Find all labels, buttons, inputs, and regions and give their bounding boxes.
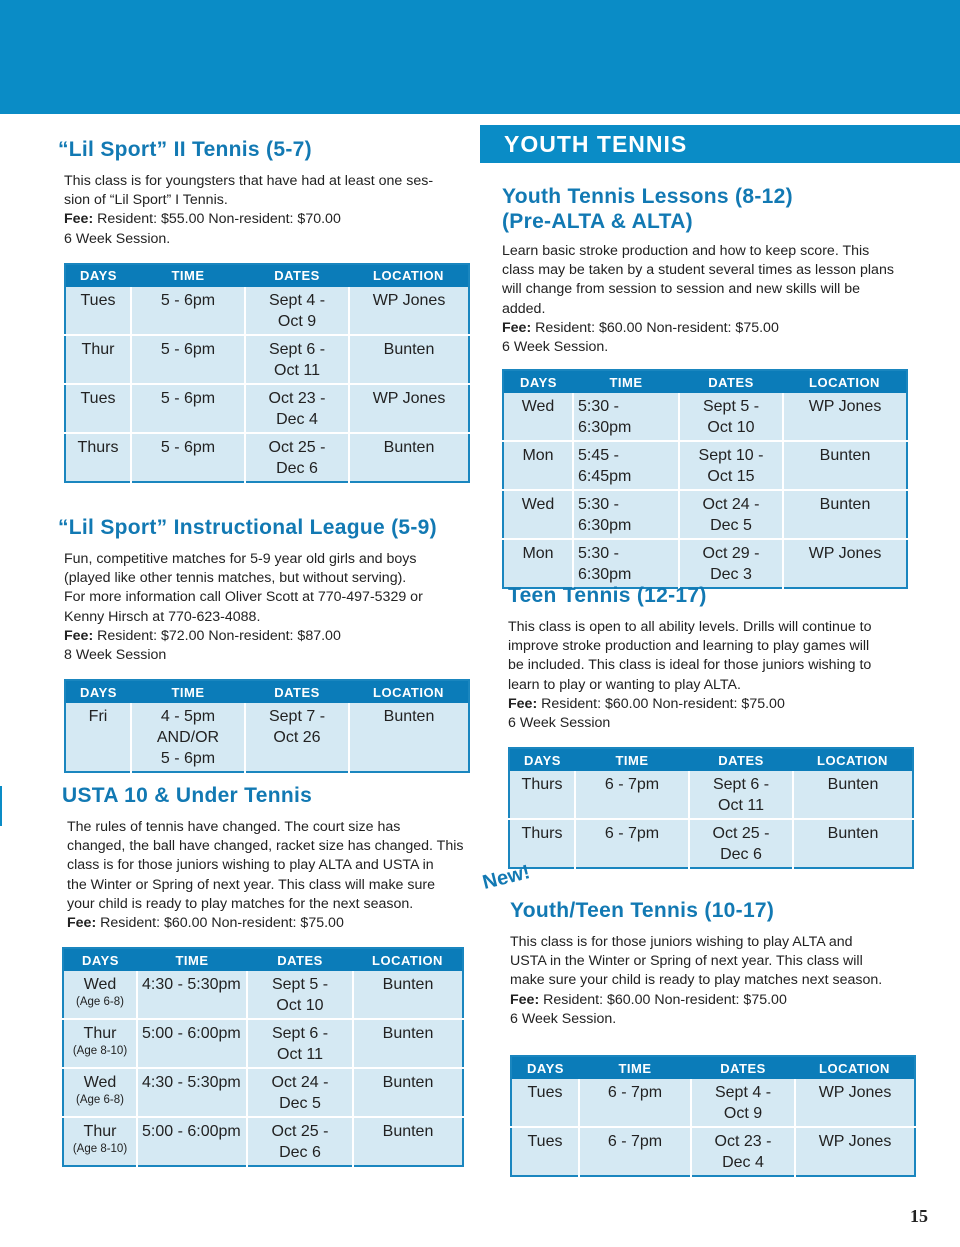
date-line: Oct 25 -	[271, 1123, 329, 1141]
time-cell: 6 - 7pm	[579, 1127, 691, 1176]
time-cell: 4:30 - 5:30pm	[137, 971, 247, 1019]
day-cell	[503, 539, 573, 588]
section-title: “Lil Sport” Instructional League (5-9)	[58, 516, 437, 539]
fee-label: Fee:	[510, 991, 540, 1008]
section-title: Teen Tennis (12-17)	[508, 584, 707, 607]
schedule-table	[62, 947, 464, 1167]
column-header: DATES	[245, 680, 349, 703]
table-row	[511, 1127, 915, 1176]
time-cell: 6 - 7pm	[575, 819, 689, 868]
day-cell	[65, 287, 131, 335]
day-cell	[63, 1019, 137, 1068]
fee-label: Fee:	[67, 915, 97, 932]
day-cell	[63, 1117, 137, 1166]
time-cell: 5 - 6pm	[131, 287, 245, 335]
desc-line: USTA in the Winter or Spring of next year. This class will	[510, 953, 863, 970]
fee-line	[64, 627, 478, 646]
desc-line: added.	[502, 300, 546, 317]
dates-cell	[679, 490, 783, 539]
date-line: Dec 5	[710, 517, 752, 535]
location-cell: WP Jones	[349, 287, 469, 335]
column-header: DATES	[689, 748, 793, 771]
day-cell	[509, 819, 575, 868]
day-cell	[503, 441, 573, 490]
desc-line: This class is for those juniors wishing to play ALTA and	[510, 934, 853, 950]
fee-label: Fee:	[508, 695, 538, 712]
date-line: Oct 11	[277, 1046, 323, 1064]
title-line: (Pre-ALTA & ALTA)	[502, 210, 693, 233]
location-cell: Bunten	[783, 490, 907, 539]
location-cell: WP Jones	[349, 384, 469, 433]
date-line: Oct 23 -	[714, 1133, 772, 1151]
fee-line	[64, 210, 468, 229]
day-cell	[503, 490, 573, 539]
desc-line: your child is ready to play matches for the next season.	[67, 895, 414, 912]
date-line: Sept 6 -	[712, 776, 770, 794]
schedule-table	[510, 1055, 916, 1177]
column-header: TIME	[573, 370, 679, 393]
time-cell: 5:45 - 6:45pm	[573, 441, 679, 490]
location-cell: Bunten	[793, 771, 913, 819]
column-header: TIME	[575, 748, 689, 771]
fee-label: Fee:	[502, 319, 532, 336]
table-header-row	[65, 264, 469, 287]
table-row	[511, 1079, 915, 1127]
table-row	[509, 771, 913, 819]
column-header: LOCATION	[349, 680, 469, 703]
table-header-row	[509, 748, 913, 771]
desc-line: be included. This class is ideal for those juniors wishing to	[508, 657, 872, 674]
top-color-band	[0, 0, 960, 114]
day-text: Mon	[522, 545, 554, 563]
column-header: DATES	[679, 370, 783, 393]
date-line: Dec 4	[722, 1154, 764, 1172]
title-line: Youth Tennis Lessons (8-12)	[502, 185, 793, 208]
column-header: LOCATION	[795, 1056, 915, 1079]
date-line: Oct 23 -	[268, 389, 326, 407]
desc-line: For more information call Oliver Scott at 770-497-5329 or	[64, 589, 423, 606]
time-cell: 5 - 6pm	[131, 335, 245, 384]
date-line: Dec 6	[279, 1144, 321, 1162]
date-line: Sept 7 -	[268, 708, 326, 726]
time-cell: 5 - 6pm	[131, 384, 245, 433]
location-cell: Bunten	[353, 1117, 463, 1166]
location-cell: Bunten	[349, 703, 469, 772]
column-header: LOCATION	[349, 264, 469, 287]
time-cell: 5:00 - 6:00pm	[137, 1117, 247, 1166]
time-cell: 6 - 7pm	[579, 1079, 691, 1127]
location-cell: Bunten	[349, 335, 469, 384]
day-text: Wed	[83, 976, 117, 994]
day-text: Thur	[81, 340, 115, 358]
fee-line	[67, 914, 472, 933]
lil-sport-2-section	[58, 138, 468, 483]
section-description	[508, 618, 928, 733]
day-cell	[63, 1068, 137, 1117]
date-line: Sept 4 -	[268, 291, 326, 309]
day-cell	[65, 384, 131, 433]
day-text: Tues	[527, 1084, 563, 1102]
day-text: Thurs	[77, 438, 119, 456]
fee-text: Resident: $60.00 Non-resident: $75.00	[539, 991, 787, 1008]
table-row	[63, 1019, 463, 1068]
table-header-row	[65, 680, 469, 703]
date-line: Oct 9	[277, 312, 317, 330]
table-row	[65, 287, 469, 335]
session-length: 6 Week Session.	[64, 230, 171, 247]
dates-cell	[245, 287, 349, 335]
desc-line: improve stroke production and learning to play games will	[508, 638, 870, 655]
table-header-row	[503, 370, 907, 393]
date-line: Oct 10	[276, 997, 324, 1015]
date-line: Oct 11	[274, 361, 320, 379]
table-row	[65, 703, 469, 772]
day-text: Thur	[83, 1123, 117, 1141]
schedule-table	[64, 679, 470, 773]
column-header: DAYS	[503, 370, 573, 393]
fee-label: Fee:	[64, 211, 94, 228]
date-line: Sept 10 -	[698, 447, 764, 465]
session-length: 8 Week Session	[64, 647, 167, 664]
location-cell: Bunten	[353, 1019, 463, 1068]
time-cell: 5 - 6pm	[131, 433, 245, 482]
teen-section	[508, 584, 928, 869]
table-row	[63, 1117, 463, 1166]
schedule-table	[502, 369, 908, 589]
table-row	[509, 819, 913, 868]
column-header: TIME	[137, 948, 247, 971]
day-text: Tues	[80, 389, 116, 407]
dates-cell	[679, 393, 783, 441]
section-description	[62, 818, 472, 933]
time-cell: 5:00 - 6:00pm	[137, 1019, 247, 1068]
schedule-table	[64, 263, 470, 483]
section-title: USTA 10 & Under Tennis	[62, 784, 313, 807]
dates-cell	[245, 335, 349, 384]
dates-cell	[689, 771, 793, 819]
table-row	[65, 384, 469, 433]
section-title: “Lil Sport” II Tennis (5-7)	[58, 138, 312, 161]
date-line: Sept 4 -	[714, 1084, 772, 1102]
fee-line	[508, 695, 928, 714]
fee-text: Resident: $60.00 Non-resident: $75.00	[537, 695, 785, 712]
dates-cell	[245, 433, 349, 482]
day-text: Wed	[521, 398, 555, 416]
desc-line: changed, the ball have changed, racket size has changed. This	[67, 838, 464, 855]
dates-cell	[247, 1117, 353, 1166]
time-cell: 5:30 - 6:30pm	[573, 393, 679, 441]
location-cell: WP Jones	[783, 393, 907, 441]
dates-cell	[245, 703, 349, 772]
table-row	[65, 335, 469, 384]
time-cell: 6 - 7pm	[575, 771, 689, 819]
column-header: TIME	[131, 264, 245, 287]
session-length: 6 Week Session	[508, 715, 611, 732]
section-description	[510, 933, 930, 1029]
dates-cell	[691, 1079, 795, 1127]
session-length: 6 Week Session.	[502, 339, 609, 356]
date-line: Sept 6 -	[271, 1025, 329, 1043]
day-text: Tues	[527, 1133, 563, 1151]
column-header: DAYS	[511, 1056, 579, 1079]
dates-cell	[679, 539, 783, 588]
date-line: Dec 6	[276, 459, 318, 477]
time-cell: 5:30 - 6:30pm	[573, 539, 679, 588]
table-row	[503, 539, 907, 588]
date-line: Oct 24 -	[271, 1074, 329, 1092]
day-cell	[509, 771, 575, 819]
table-header-row	[63, 948, 463, 971]
section-description	[58, 172, 468, 249]
table-header-row	[511, 1056, 915, 1079]
day-text: Thur	[83, 1025, 117, 1043]
date-line: Sept 5 -	[702, 398, 760, 416]
column-header: DAYS	[509, 748, 575, 771]
column-header: TIME	[131, 680, 245, 703]
date-line: Sept 5 -	[271, 976, 329, 994]
date-line: Oct 9	[723, 1105, 763, 1123]
table-row	[63, 1068, 463, 1117]
fee-line	[502, 319, 922, 338]
date-line: Oct 29 -	[702, 545, 760, 563]
time-line: AND/OR	[156, 729, 220, 747]
column-header: DAYS	[63, 948, 137, 971]
table-row	[503, 441, 907, 490]
session-length: 6 Week Session.	[510, 1010, 617, 1027]
time-line: 5 - 6pm	[160, 750, 216, 768]
date-line: Oct 25 -	[268, 438, 326, 456]
schedule-table	[508, 747, 914, 869]
desc-line: (played like other tennis matches, but without serving).	[64, 570, 407, 587]
section-description	[502, 242, 922, 357]
table-row	[63, 971, 463, 1019]
desc-line: Kenny Hirsch at 770-623-4088.	[64, 608, 261, 625]
edge-marker	[0, 786, 2, 826]
column-header: TIME	[579, 1056, 691, 1079]
location-cell: WP Jones	[795, 1127, 915, 1176]
day-text: Tues	[80, 291, 116, 309]
usta-section	[62, 784, 472, 1167]
column-header: DATES	[247, 948, 353, 971]
section-title: Youth/Teen Tennis (10-17)	[510, 899, 775, 922]
column-header: LOCATION	[793, 748, 913, 771]
desc-line: This class is for youngsters that have had at least one ses-	[64, 173, 434, 189]
date-line: Dec 5	[279, 1095, 321, 1113]
column-header: DATES	[245, 264, 349, 287]
date-line: Oct 15	[707, 468, 755, 486]
day-text: Thurs	[521, 776, 563, 794]
location-cell: Bunten	[353, 971, 463, 1019]
date-line: Oct 11	[718, 797, 764, 815]
column-header: LOCATION	[353, 948, 463, 971]
time-line: 4 - 5pm	[160, 708, 216, 726]
date-line: Oct 24 -	[702, 496, 760, 514]
day-cell	[65, 433, 131, 482]
age-range: (Age 8-10)	[72, 1143, 128, 1156]
fee-text: Resident: $60.00 Non-resident: $75.00	[96, 915, 344, 932]
desc-line: class may be taken by a student several times as lesson plans	[502, 262, 894, 279]
day-text: Fri	[88, 708, 108, 726]
age-range: (Age 6-8)	[76, 996, 124, 1009]
day-text: Wed	[521, 496, 555, 514]
time-cell: 4:30 - 5:30pm	[137, 1068, 247, 1117]
desc-line: make sure your child is ready to play matches next season.	[510, 972, 883, 989]
fee-text: Resident: $72.00 Non-resident: $87.00	[93, 627, 341, 644]
day-cell	[503, 393, 573, 441]
date-line: Oct 26	[273, 729, 321, 747]
time-cell	[131, 703, 245, 772]
page-number: 15	[910, 1206, 928, 1226]
desc-line: the Winter or Spring of next year. This class will make sure	[67, 876, 435, 893]
column-header: DAYS	[65, 264, 131, 287]
youth-lessons-section	[502, 184, 922, 589]
location-cell: WP Jones	[795, 1079, 915, 1127]
fee-text: Resident: $60.00 Non-resident: $75.00	[531, 319, 779, 336]
dates-cell	[691, 1127, 795, 1176]
column-header: DATES	[691, 1056, 795, 1079]
location-cell: Bunten	[793, 819, 913, 868]
age-range: (Age 8-10)	[72, 1045, 128, 1058]
table-row	[503, 490, 907, 539]
location-cell: Bunten	[353, 1068, 463, 1117]
location-cell: WP Jones	[783, 539, 907, 588]
fee-label: Fee:	[64, 627, 94, 644]
youth-teen-section	[510, 899, 930, 1177]
day-cell	[65, 703, 131, 772]
dates-cell	[247, 1019, 353, 1068]
date-line: Dec 4	[276, 410, 318, 428]
section-banner: YOUTH TENNIS	[480, 125, 960, 163]
day-text: Thurs	[521, 825, 563, 843]
desc-line: This class is open to all ability levels. Drills will continue to	[508, 619, 872, 635]
dates-cell	[689, 819, 793, 868]
time-cell: 5:30 - 6:30pm	[573, 490, 679, 539]
section-description	[58, 550, 478, 665]
day-text: Wed	[83, 1074, 117, 1092]
date-line: Oct 10	[707, 419, 755, 437]
day-cell	[511, 1079, 579, 1127]
day-cell	[511, 1127, 579, 1176]
dates-cell	[247, 1068, 353, 1117]
desc-line: will change from session to session and new skills will be	[502, 281, 860, 298]
league-section	[58, 516, 478, 773]
section-title	[502, 184, 922, 234]
age-range: (Age 6-8)	[76, 1094, 124, 1107]
dates-cell	[245, 384, 349, 433]
dates-cell	[247, 971, 353, 1019]
desc-line: sion of “Lil Sport” I Tennis.	[64, 192, 228, 209]
date-line: Oct 25 -	[712, 825, 770, 843]
dates-cell	[679, 441, 783, 490]
date-line: Dec 6	[720, 846, 762, 864]
new-badge: New!	[480, 861, 533, 895]
column-header: DAYS	[65, 680, 131, 703]
day-cell	[65, 335, 131, 384]
location-cell: Bunten	[783, 441, 907, 490]
date-line: Sept 6 -	[268, 340, 326, 358]
desc-line: Fun, competitive matches for 5-9 year old girls and boys	[64, 551, 417, 567]
fee-line	[510, 991, 930, 1010]
fee-text: Resident: $55.00 Non-resident: $70.00	[93, 211, 341, 228]
desc-line: learn to play or wanting to play ALTA.	[508, 676, 741, 693]
location-cell: Bunten	[349, 433, 469, 482]
desc-line: Learn basic stroke production and how to keep score. This	[502, 243, 870, 259]
desc-line: class is for those juniors wishing to play ALTA and USTA in	[67, 857, 434, 874]
day-cell	[63, 971, 137, 1019]
date-line: Dec 3	[710, 566, 752, 584]
table-row	[503, 393, 907, 441]
column-header: LOCATION	[783, 370, 907, 393]
table-row	[65, 433, 469, 482]
desc-line: The rules of tennis have changed. The court size has	[67, 819, 401, 835]
day-text: Mon	[522, 447, 554, 465]
